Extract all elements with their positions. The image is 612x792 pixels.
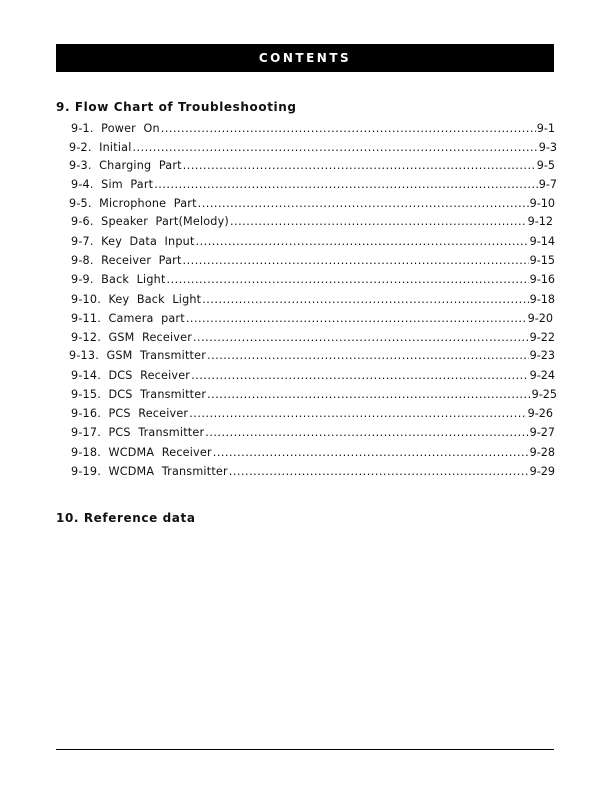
- toc-leader-dots: [196, 234, 529, 250]
- toc-leader-dots: [193, 330, 529, 346]
- toc-entry-page: 9-28: [529, 446, 555, 459]
- toc-entry-page: 9-23: [529, 349, 555, 362]
- toc-entry-wcdma-transmitter[interactable]: [71, 464, 555, 480]
- toc-entry-label: 9-18. WCDMA Receiver: [71, 446, 212, 459]
- toc-leader-dots: [207, 348, 529, 364]
- section-title-flow-chart: 9. Flow Chart of Troubleshooting: [56, 100, 297, 114]
- section-title-reference-data: 10. Reference data: [56, 511, 196, 525]
- toc-leader-dots: [191, 368, 529, 384]
- toc-leader-dots: [186, 311, 527, 327]
- toc-leader-dots: [167, 272, 529, 288]
- toc-leader-dots: [229, 464, 529, 480]
- toc-entry-microphone-part[interactable]: [69, 196, 555, 212]
- toc-entry-page: 9-15: [529, 254, 555, 267]
- toc-entry-pcs-transmitter[interactable]: [71, 425, 555, 441]
- toc-entry-label: 9-3. Charging Part: [69, 159, 182, 172]
- toc-entry-label: 9-2. Initial: [69, 141, 132, 154]
- toc-entry-label: 9-15. DCS Transmitter: [71, 388, 207, 401]
- toc-entry-label: 9-11. Camera part: [71, 312, 185, 325]
- toc-entry-label: 9-6. Speaker Part(Melody): [71, 215, 229, 228]
- toc-entry-page: 9-29: [529, 465, 555, 478]
- toc-leader-dots: [183, 158, 536, 174]
- toc-entry-key-back-light[interactable]: [71, 292, 555, 308]
- toc-entry-label: 9-10. Key Back Light: [71, 293, 202, 306]
- toc-entry-page: 9-1: [536, 122, 555, 135]
- toc-entry-gsm-receiver[interactable]: [71, 330, 555, 346]
- toc-entry-page: 9-26: [527, 407, 553, 420]
- toc-entry-dcs-receiver[interactable]: [71, 368, 555, 384]
- toc-entry-speaker-part[interactable]: [71, 214, 553, 230]
- toc-leader-dots: [133, 140, 538, 156]
- toc-entry-label: 9-14. DCS Receiver: [71, 369, 191, 382]
- footer-divider: [56, 749, 554, 750]
- toc-entry-pcs-receiver[interactable]: [71, 406, 553, 422]
- toc-entry-receiver-part[interactable]: [71, 253, 555, 269]
- contents-title: CONTENTS: [258, 51, 352, 65]
- toc-leader-dots: [202, 292, 528, 308]
- toc-entry-page: 9-3: [538, 141, 557, 154]
- toc-entry-camera-part[interactable]: [71, 311, 553, 327]
- toc-entry-page: 9-20: [527, 312, 553, 325]
- toc-entry-page: 9-24: [529, 369, 555, 382]
- toc-entry-initial[interactable]: [69, 140, 557, 156]
- toc-entry-page: 9-14: [529, 235, 555, 248]
- toc-leader-dots: [161, 121, 536, 137]
- toc-entry-label: 9-4. Sim Part: [71, 178, 154, 191]
- toc-entry-back-light[interactable]: [71, 272, 555, 288]
- toc-entry-label: 9-1. Power On: [71, 122, 160, 135]
- toc-entry-charging-part[interactable]: [69, 158, 555, 174]
- toc-entry-gsm-transmitter[interactable]: [69, 348, 555, 364]
- toc-leader-dots: [230, 214, 527, 230]
- toc-leader-dots: [205, 425, 528, 441]
- toc-leader-dots: [189, 406, 526, 422]
- toc-entry-page: 9-25: [531, 388, 557, 401]
- toc-entry-label: 9-19. WCDMA Transmitter: [71, 465, 228, 478]
- toc-entry-wcdma-receiver[interactable]: [71, 445, 555, 461]
- toc-entry-label: 9-5. Microphone Part: [69, 197, 197, 210]
- toc-entry-page: 9-12: [527, 215, 553, 228]
- toc-leader-dots: [154, 177, 537, 193]
- toc-entry-page: 9-16: [529, 273, 555, 286]
- toc-entry-page: 9-18: [529, 293, 555, 306]
- toc-entry-page: 9-5: [536, 159, 555, 172]
- toc-entry-label: 9-7. Key Data Input: [71, 235, 195, 248]
- toc-entry-power-on[interactable]: [71, 121, 555, 137]
- toc-entry-label: 9-13. GSM Transmitter: [69, 349, 207, 362]
- toc-entry-label: 9-17. PCS Transmitter: [71, 426, 205, 439]
- toc-leader-dots: [207, 387, 530, 403]
- toc-entry-page: 9-7: [538, 178, 557, 191]
- toc-entry-label: 9-16. PCS Receiver: [71, 407, 189, 420]
- toc-entry-key-data-input[interactable]: [71, 234, 555, 250]
- toc-entry-page: 9-22: [529, 331, 555, 344]
- toc-entry-page: 9-10: [529, 197, 555, 210]
- toc-entry-label: 9-12. GSM Receiver: [71, 331, 192, 344]
- toc-entry-label: 9-9. Back Light: [71, 273, 166, 286]
- toc-leader-dots: [198, 196, 529, 212]
- toc-entry-page: 9-27: [529, 426, 555, 439]
- toc-leader-dots: [213, 445, 529, 461]
- toc-entry-dcs-transmitter[interactable]: [71, 387, 557, 403]
- toc-entry-sim-part[interactable]: [71, 177, 557, 193]
- toc-entry-label: 9-8. Receiver Part: [71, 254, 182, 267]
- toc-leader-dots: [183, 253, 529, 269]
